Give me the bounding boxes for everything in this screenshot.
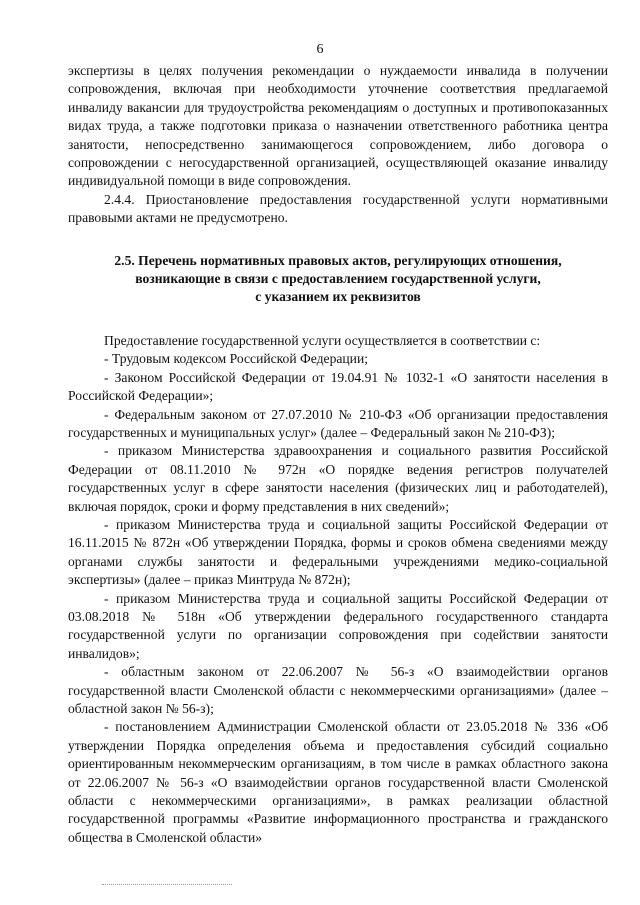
list-intro: Предоставление государственной услуги осуществляется в соответствии с: [104,332,541,348]
section-heading-line: возникающие в связи с предоставлением государственной услуги, [135,271,541,287]
section-heading-line: 2.5. Перечень нормативных правовых актов, регулирующих отношения, [114,252,562,268]
list-item: - Трудовым кодексом Российской Федерации; [104,351,369,367]
list-item: - постановлением Администрации Смоленской области от 23.05.2018 № 336 «Об утверждении Порядка определения объема и предоставления субсидий социально ориентированным некоммерческим организациям, в том числе в рамках областного закона от 22.06.2007 № 56-з «О взаимодействии органов государственной власти Смоленской области с некоммерческими организациями», в рамках реализации областной государственной программы «Развитие информационного пространства и гражданского общества в Смоленской области» [68,719,608,845]
list-item: - приказом Министерства труда и социальной защиты Российской Федерации от 16.11.2015 № 872н «Об утверждении Порядка, формы и сроков обмена сведениями между органами службы занятости и федеральными учреждениями медико-социальной экспертизы» (далее – приказ Минтруда № 872н); [68,516,608,588]
list-item: - областным законом от 22.06.2007 № 56-з «О взаимодействии органов государственной власти Смоленской области с некоммерческими организациями» (далее – областной закон № 56-з); [68,664,608,716]
document-body [68,62,608,847]
paragraph-continuation: экспертизы в целях получения рекомендации о нуждаемости инвалида в получении сопровождения, включая при необходимости уточнение соответствия предлагаемой инвалиду вакансии для трудоустройства рекомендациям о доступных и противопоказанных видах труда, а также подготовки приказа о назначении ответственного работника центра занятости, непосредственно занимающегося сопровождением, либо договора о сопровождении с негосударственной организацией, осуществляющей оказание инвалиду индивидуальной помощи в виде сопровождения. [68,63,608,189]
footer-divider [102,884,232,885]
list-item: - Федеральным законом от 27.07.2010 № 210-ФЗ «Об организации предоставления государственных и муниципальных услуг» (далее – Федеральный закон № 210-ФЗ); [68,406,608,440]
section-heading [68,252,608,307]
list-item: - приказом Министерства труда и социальной защиты Российской Федерации от 03.08.2018 № 518н «Об утверждении федерального государственного стандарта государственной услуги по организации сопровождения при содействии занятости инвалидов»; [68,590,608,661]
section-heading-line: с указанием их реквизитов [255,289,421,305]
list-item: - приказом Министерства здравоохранения и социального развития Российской Федерации от 08.11.2010 № 972н «О порядке ведения регистров получателей государственных услуг в сфере занятости населения (физических лиц и работодателей), включая порядок, сроки и форму представления в них сведений»; [68,443,608,514]
paragraph-suspension: 2.4.4. Приостановление предоставления государственной услуги нормативными правовыми актами не предусмотрено. [68,191,608,226]
list-item: - Законом Российской Федерации от 19.04.91 № 1032-1 «О занятости населения в Российской Федерации»; [68,369,608,404]
page-number: 6 [316,42,324,57]
